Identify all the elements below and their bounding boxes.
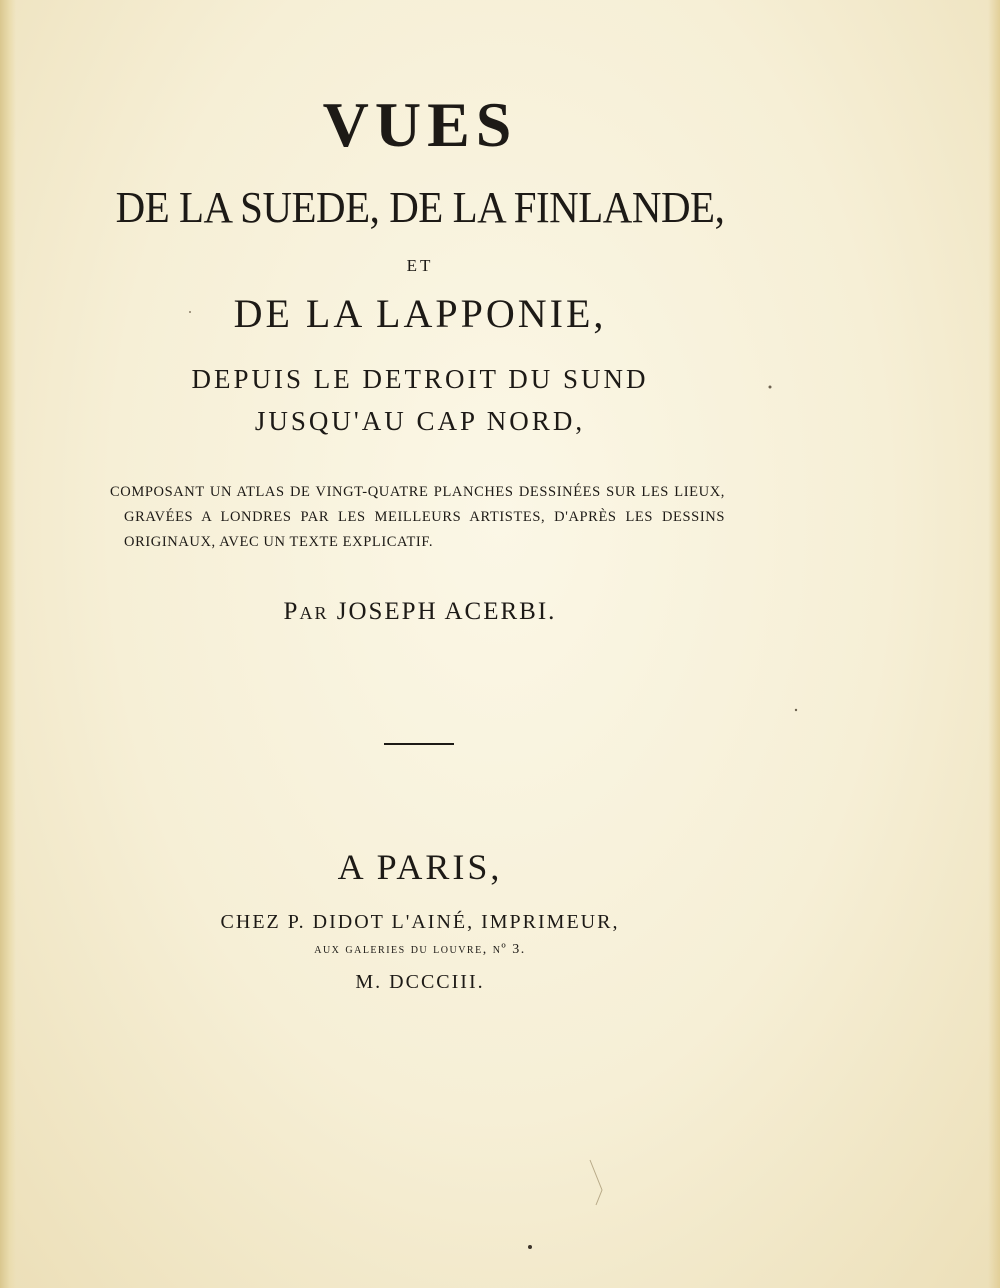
imprint-address: aux galeries du louvre, nº 3. (314, 942, 526, 957)
divider-rule (384, 743, 454, 745)
description-line-3: ORIGINAUX, AVEC UN TEXTE EXPLICATIF. (124, 534, 434, 550)
route-line-1: DEPUIS LE DETROIT DU SUND (191, 364, 649, 394)
subtitle-line-1: DE LA SUEDE, DE LA FINLANDE, (115, 183, 725, 232)
imprint-printer: CHEZ P. DIDOT L'AINÉ, IMPRIMEUR, (220, 911, 620, 933)
route-line-2: JUSQU'AU CAP NORD, (254, 406, 586, 436)
book-title: VUES (322, 89, 518, 160)
imprint-year: M. DCCCIII. (355, 971, 485, 993)
imprint-city: A PARIS, (337, 847, 503, 887)
author-name: JOSEPH ACERBI. (336, 598, 557, 625)
author-prefix: Par (283, 598, 329, 625)
page-edge-right (988, 0, 1000, 1288)
author-line (0, 598, 840, 626)
description-line-2: GRAVÉES A LONDRES PAR LES MEILLEURS ARTISTES, D'APRÈS LES DESSINS (124, 509, 725, 525)
subtitle-conjunction: ET (406, 256, 434, 275)
description-line-1: COMPOSANT UN ATLAS DE VINGT-QUATRE PLANCHES DESSINÉES SUR LES LIEUX, (110, 484, 725, 500)
subtitle-line-2: DE LA LAPPONIE, (233, 291, 607, 336)
page-edge-left (0, 0, 16, 1288)
